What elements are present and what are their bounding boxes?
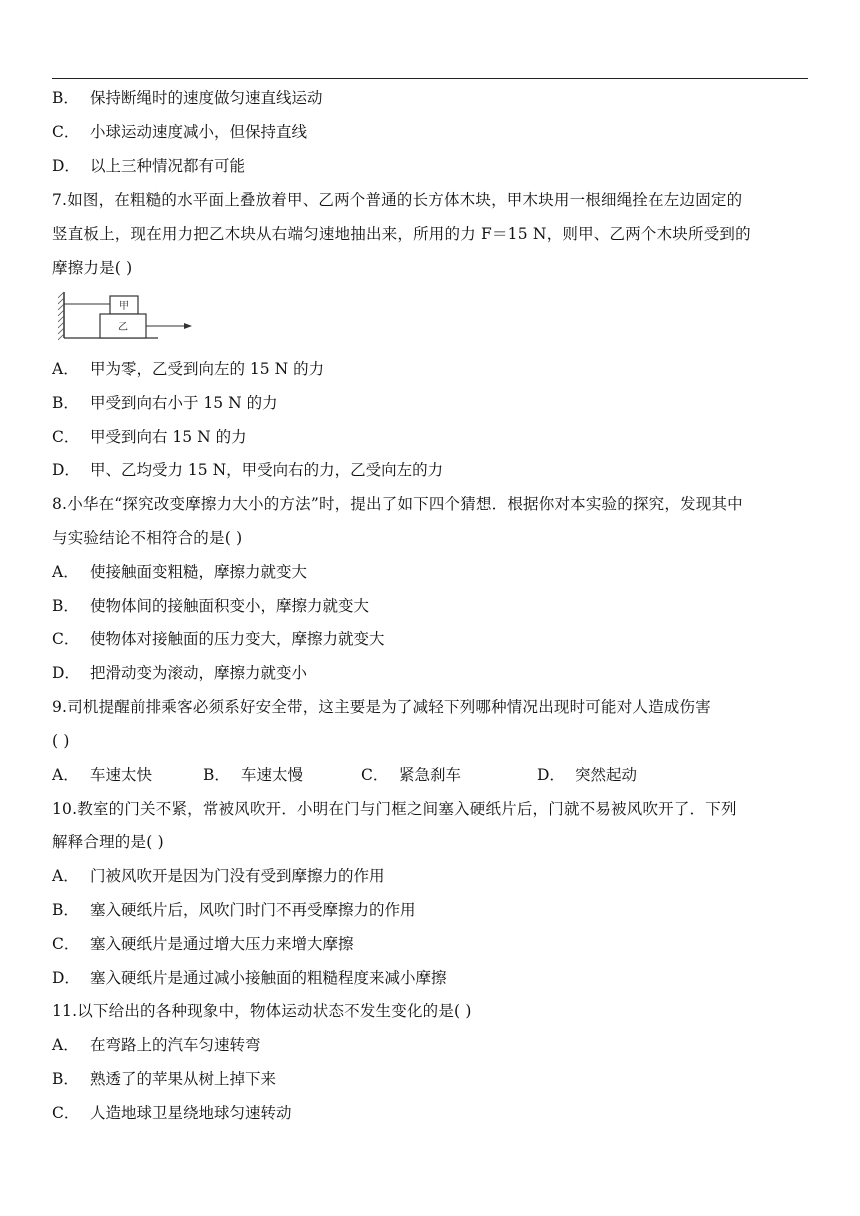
q10-stem-line2: 解释合理的是( ) xyxy=(52,833,164,851)
q7-option-d: D． 甲、乙均受力 15 N，甲受向右的力，乙受向左的力 xyxy=(52,461,444,479)
q11-option-c: C． 人造地球卫星绕地球匀速转动 xyxy=(52,1104,292,1122)
q9-option-c: C． 紧急刹车 xyxy=(361,766,462,784)
q7-stem-line2: 竖直板上，现在用力把乙木块从右端匀速地抽出来，所用的力 F＝15 N，则甲、乙两个木块所受到的 xyxy=(52,225,751,243)
q8-option-d: D． 把滑动变为滚动，摩擦力就变小 xyxy=(52,664,308,682)
q7-option-c: C． 甲受到向右 15 N 的力 xyxy=(52,428,247,446)
q10-stem-line1: 10.教室的门关不紧，常被风吹开．小明在门与门框之间塞入硬纸片后，门就不易被风吹开了．下列 xyxy=(52,800,737,818)
board-hatching xyxy=(58,292,64,340)
q8-option-c: C． 使物体对接触面的压力变大，摩擦力就变大 xyxy=(52,630,385,648)
q7-stem-line3: 摩擦力是( ) xyxy=(52,259,133,277)
q10-option-d: D． 塞入硬纸片是通过减小接触面的粗糙程度来减小摩擦 xyxy=(52,969,447,987)
q8-stem-line2: 与实验结论不相符合的是( ) xyxy=(52,529,243,547)
q7-option-a: A． 甲为零，乙受到向左的 15 N 的力 xyxy=(52,360,325,378)
header-rule xyxy=(52,78,808,79)
q8-stem-line1: 8.小华在“探究改变摩擦力大小的方法”时，提出了如下四个猜想．根据你对本实验的探究，发现其中 xyxy=(52,495,743,513)
q6-option-b: B． 保持断绳时的速度做匀速直线运动 xyxy=(52,89,323,107)
q11-option-a: A． 在弯路上的汽车匀速转弯 xyxy=(52,1036,261,1054)
q6-option-d: D． 以上三种情况都有可能 xyxy=(52,157,246,175)
q9-option-a: A． 车速太快 xyxy=(52,766,153,784)
q7-stem-line1: 7.如图，在粗糙的水平面上叠放着甲、乙两个普通的长方体木块，甲木块用一根细绳拴在左边固定的 xyxy=(52,191,743,209)
q9-stem-line1: 9.司机提醒前排乘客必须系好安全带，这主要是为了减轻下列哪种情况出现时可能对人造成伤害 xyxy=(52,698,711,716)
q9-option-d: D． 突然起动 xyxy=(537,766,638,784)
q7-figure xyxy=(58,290,198,342)
q8-option-a: A． 使接触面变粗糙，摩擦力就变大 xyxy=(52,563,308,581)
q8-option-b: B． 使物体间的接触面积变小，摩擦力就变大 xyxy=(52,597,370,615)
q11-option-b: B． 熟透了的苹果从树上掉下来 xyxy=(52,1070,277,1088)
q6-option-c: C． 小球运动速度减小，但保持直线 xyxy=(52,123,308,141)
q9-stem-line2: ( ) xyxy=(52,732,70,750)
arrow-head-icon xyxy=(184,323,192,329)
q10-option-a: A． 门被风吹开是因为门没有受到摩擦力的作用 xyxy=(52,867,385,885)
q10-option-c: C． 塞入硬纸片是通过增大压力来增大摩擦 xyxy=(52,935,354,953)
block-jia-label: 甲 xyxy=(119,301,129,312)
q9-option-b: B． 车速太慢 xyxy=(203,766,304,784)
block-yi-label: 乙 xyxy=(118,322,128,333)
q7-option-b: B． 甲受到向右小于 15 N 的力 xyxy=(52,394,278,412)
q10-option-b: B． 塞入硬纸片后，风吹门时门不再受摩擦力的作用 xyxy=(52,901,416,919)
q11-stem-line1: 11.以下给出的各种现象中，物体运动状态不发生变化的是( ) xyxy=(52,1002,472,1020)
